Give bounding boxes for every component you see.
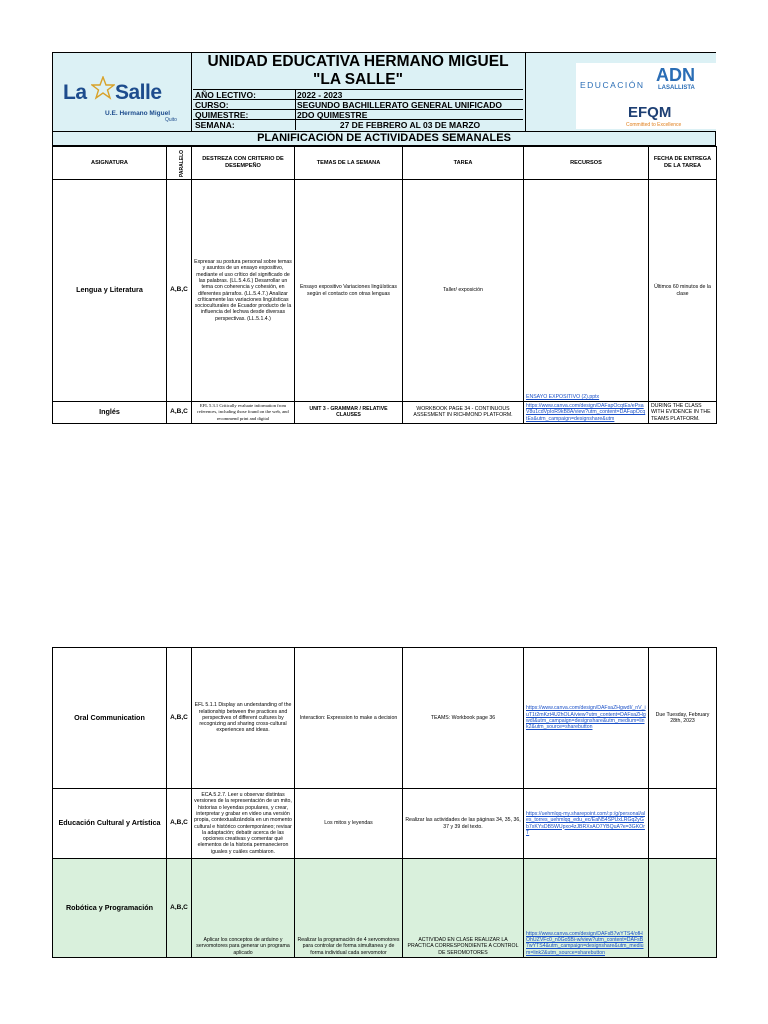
- paralelo-cell: A,B,C: [167, 402, 192, 424]
- planning-header: [52, 52, 716, 146]
- paralelo-cell: A,B,C: [167, 859, 192, 958]
- recursos-link[interactable]: ENSAYO EXPOSITIVO (2).pptx: [524, 180, 649, 402]
- partner-logos: [525, 53, 716, 131]
- table-row: [53, 789, 717, 859]
- temas-cell: Interaction: Expression to make a decision: [295, 648, 403, 789]
- efqm-logo-sub: Committed to Excellence: [626, 122, 682, 128]
- star-icon: [91, 76, 115, 100]
- col-paralelo-label: PARALELO: [179, 149, 186, 177]
- plan-title: PLANIFICACIÓN DE ACTIVIDADES SEMANALES: [53, 131, 715, 145]
- col-temas: TEMAS DE LA SEMANA: [295, 147, 403, 180]
- tarea-cell: WORKBOOK PAGE 34 - CONTINUOUS ASSESMENT IN RICHMOND PLATFORM.: [403, 402, 524, 424]
- asignatura-cell: Lengua y Literatura: [53, 180, 167, 402]
- activities-table: [52, 146, 717, 424]
- edu-efqm-logo: [576, 63, 716, 129]
- asignatura-cell: Oral Communication: [53, 648, 167, 789]
- tarea-cell: TEAMS: Workbook page 36: [403, 648, 524, 789]
- edu-logo-text: EDUCACIÓN: [580, 80, 645, 90]
- destreza-cell: Aplicar los conceptos de arduino y servomotores para generar un programa aplicado: [192, 859, 295, 958]
- anio-value: 2022 - 2023: [297, 90, 343, 100]
- asignatura-cell: Inglés: [53, 402, 167, 424]
- paralelo-cell: A,B,C: [167, 180, 192, 402]
- temas-cell: Ensayo expositivo Variaciones lingüísticas según el contacto con otras lenguas: [295, 180, 403, 402]
- semana-value: 27 DE FEBRERO AL 03 DE MARZO: [339, 120, 481, 130]
- fecha-cell: Due Tuesday, February 28th, 2023: [649, 648, 717, 789]
- meta-row-quimestre: [193, 109, 523, 120]
- paralelo-cell: A,B,C: [167, 789, 192, 859]
- col-recursos: RECURSOS: [524, 147, 649, 180]
- adn-logo-text: ADN: [656, 65, 695, 85]
- table-row: [53, 180, 717, 402]
- recursos-link[interactable]: https://uehmlqq-my.sharepoint.com/:p:/g/personal/ales_torres_uehmlqq_edu_ec/EaN54SPUxLRGq2yGb7xKYsDB5WUpxo4zJBRXxAO7YBQuA?e=3GKOrT: [524, 789, 649, 859]
- table-row: [53, 402, 717, 424]
- col-paralelo: [167, 147, 192, 180]
- tarea-cell: ACTIVIDAD EN CLASE REALIZAR LA PRACTICA CORRESPONDIENTE A CONTROL DE SEROMOTORES: [403, 859, 524, 958]
- col-asignatura: ASIGNATURA: [53, 147, 167, 180]
- asignatura-cell: Educación Cultural y Artística: [53, 789, 167, 859]
- quimestre-label: QUIMESTRE:: [195, 110, 249, 120]
- logo-word-left: La: [63, 81, 87, 104]
- logo-subtitle: U.E. Hermano Miguel: [105, 110, 171, 117]
- semana-label: SEMANA:: [195, 120, 235, 130]
- meta-row-anio: [193, 89, 523, 100]
- table-row: [53, 648, 717, 789]
- fecha-cell: [649, 789, 717, 859]
- la-salle-logo: [53, 53, 192, 131]
- destreza-cell: EFL 5.1.1 Display an understanding of the relationship between the practices and perspectives of different cultures by recognizing and sharing cross-cultural experiences and ideas.: [192, 648, 295, 789]
- column-header-row: [53, 147, 717, 180]
- logo-city: Quito: [165, 117, 177, 123]
- meta-row-curso: [193, 99, 523, 110]
- temas-cell: Realizar la programación de 4 servomotores para controlar de forma simultanea y de forma individual cada servomotor: [295, 859, 403, 958]
- fecha-cell: [649, 859, 717, 958]
- paralelo-cell: A,B,C: [167, 648, 192, 789]
- meta-row-semana: [193, 119, 523, 130]
- quimestre-value: 2DO QUIMESTRE: [297, 110, 368, 120]
- fecha-cell: Últimos 60 minutos de la clase: [649, 180, 717, 402]
- recursos-link[interactable]: https://www.canva.com/design/DAFapOcqtEs/ePsaV8u1cdVpIoR9kB8A/view?utm_content=DAFapOcqtEs&utm_campaign=designshare&utm: [524, 402, 649, 424]
- col-tarea: TAREA: [403, 147, 524, 180]
- efqm-logo-text: EFQM: [628, 104, 672, 121]
- asignatura-cell: Robótica y Programación: [53, 859, 167, 958]
- curso-value: SEGUNDO BACHILLERATO GENERAL UNIFICADO: [297, 100, 502, 110]
- recursos-link[interactable]: https://www.canva.com/design/DAFsaZHgwdI/_nV_iuT1t2mKzt4U2hOLA/view?utm_content=DAFsaZHgwdI&utm_campaign=designshare&utm_medium=link2&utm_source=sharebutton: [524, 648, 649, 789]
- col-fecha: FECHA DE ENTREGA DE LA TAREA: [649, 147, 717, 180]
- fecha-cell: DURING THE CLASS WITH EVIDENCE IN THE TEAMS PLATFORM.: [649, 402, 717, 424]
- school-name: UNIDAD EDUCATIVA HERMANO MIGUEL "LA SALLE": [207, 53, 509, 88]
- curso-label: CURSO:: [195, 100, 229, 110]
- adn-logo-sub: LASALLISTA: [658, 85, 695, 91]
- destreza-cell: EFL 5.3.1 Critically evaluate information from references, including those found on the web, and recommend print and digital: [192, 402, 295, 424]
- temas-cell: UNIT 3 - GRAMMAR / RELATIVE CLAUSES: [295, 402, 403, 424]
- logo-word-right: Salle: [115, 81, 162, 104]
- recursos-link[interactable]: https://www.canva.com/design/DAFsB7wYTS4/ofHOhUZVFc0_n0Go5Bi-w/view?utm_content=DAFsB7wYTS4&utm_campaign=designshare&utm_medium=link2&utm_source=sharebutton: [524, 859, 649, 958]
- table-row: [53, 859, 717, 958]
- destreza-cell: ECA.5.2.7. Leer u observar distintas versiones de la representación de un mito, historias o leyendas populares, y crear, interpretar y grabar en video una versión propia, contextualizándola en un momento cultural e histórico contemporáneo; revisar la adaptación; debatir acerca de las opciones creativas y comentar qué elementos de la historia permanecieron iguales y cuáles cambiaron.: [192, 789, 295, 859]
- destreza-cell: Expresar su postura personal sobre temas y asuntos de un ensayo expositivo, mediante el uso crítico del significado de las palabras. (LL.5.4.6.) Desarrollar un tema con coherencia y cohesión, en diferentes párrafos. (LL.5.4.7.) Analizar críticamente las variaciones lingüísticas socioculturales de Ecuador producto de la influencia del lechwa desde diversas perspectivas. (LL.5.1.4.): [192, 180, 295, 402]
- anio-label: AÑO LECTIVO:: [195, 90, 256, 100]
- tarea-cell: Realizar las actividades de las páginas 34, 35, 36, 37 y 39 del texto.: [403, 789, 524, 859]
- activities-table-continued: [52, 647, 717, 958]
- temas-cell: Los mitos y leyendas: [295, 789, 403, 859]
- tarea-cell: Taller/ exposición: [403, 180, 524, 402]
- col-destreza: DESTREZA CON CRITERIO DE DESEMPEÑO: [192, 147, 295, 180]
